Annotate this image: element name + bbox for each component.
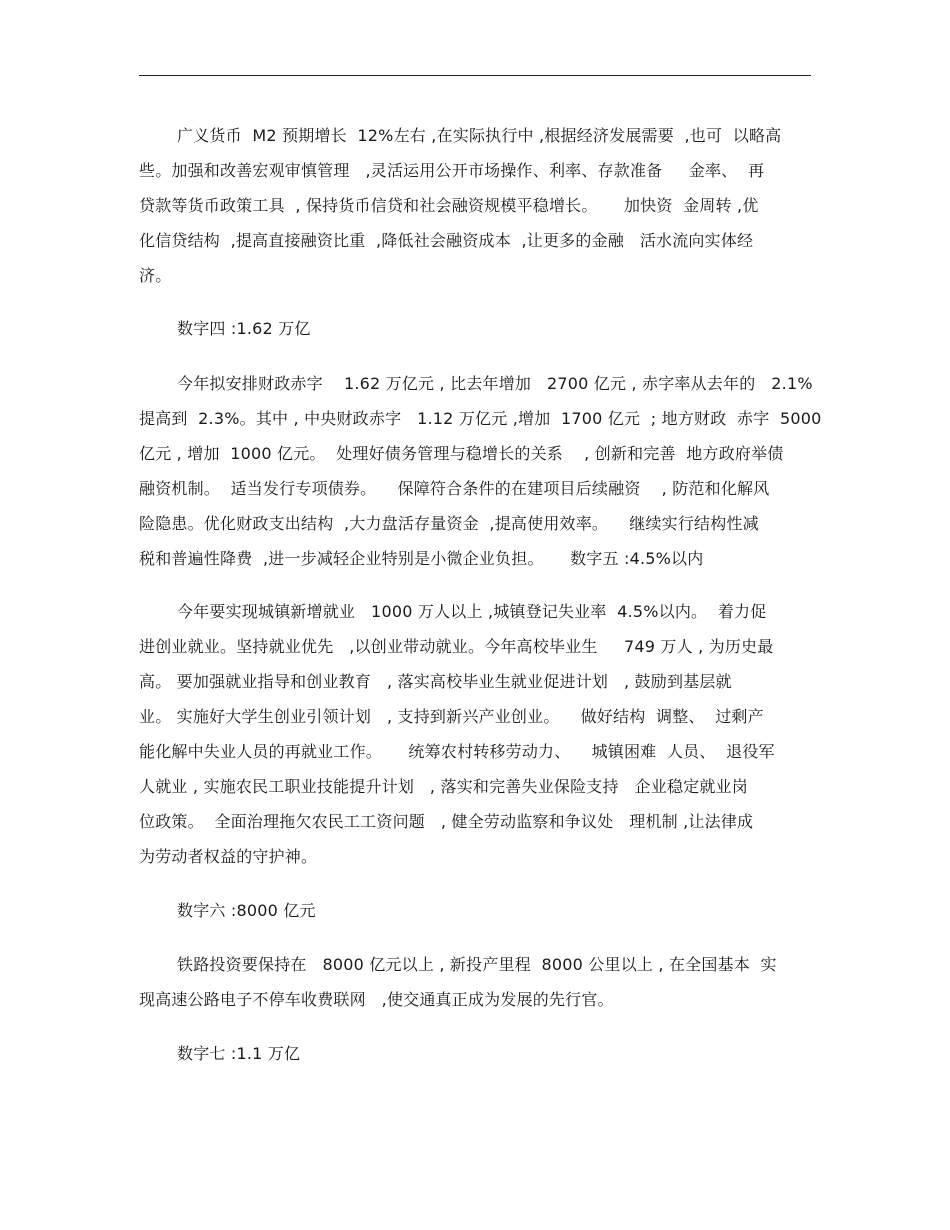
section-heading-7: 数字七 :1.1 万亿 — [177, 1044, 301, 1063]
section-heading-6: 数字六 :8000 亿元 — [177, 901, 316, 920]
header-rule — [139, 75, 811, 76]
section-heading-4: 数字四 :1.62 万亿 — [177, 319, 311, 338]
paragraph-1-line: 化信贷结构 ,提高直接融资比重 ,降低社会融资成本 ,让更多的金融 活水流向实体经 — [139, 231, 754, 250]
paragraph-3-line: 为劳动者权益的守护神。 — [139, 847, 318, 866]
paragraph-3-line: 今年要实现城镇新增就业 1000 万人以上 ,城镇登记失业率 4.5%以内。 着力促 — [177, 602, 767, 621]
paragraph-3-line: 进创业就业。坚持就业优先 ,以创业带动就业。今年高校毕业生 749 万人 , 为历史最 — [139, 637, 774, 656]
paragraph-2-line: 税和普遍性降费 ,进一步减轻企业特别是小微企业负担。 数字五 :4.5%以内 — [139, 549, 704, 568]
paragraph-1-line: 贷款等货币政策工具 , 保持货币信贷和社会融资规模平稳增长。 加快资 金周转 ,优 — [139, 196, 759, 215]
paragraph-2-line: 提高到 2.3%。其中 , 中央财政赤字 1.12 万亿元 ,增加 1700 亿元 ; 地方财政 赤字 5000 — [139, 409, 822, 428]
paragraph-4-line: 铁路投资要保持在 8000 亿元以上 , 新投产里程 8000 公里以上 , 在全国基本 实 — [177, 955, 777, 974]
paragraph-3-line: 高。 要加强就业指导和创业教育 , 落实高校毕业生就业促进计划 , 鼓励到基层就 — [139, 672, 732, 691]
paragraph-3-line: 能化解中失业人员的再就业工作。 统筹农村转移劳动力、 城镇困难 人员、 退役军 — [139, 742, 775, 761]
paragraph-3-line: 人就业 , 实施农民工职业技能提升计划 , 落实和完善失业保险支持 企业稳定就业岗 — [139, 777, 748, 796]
paragraph-2-line: 融资机制。 适当发行专项债券。 保障符合条件的在建项目后续融资 , 防范和化解风 — [139, 479, 770, 498]
paragraph-2-line: 亿元 , 增加 1000 亿元。 处理好债务管理与稳增长的关系 , 创新和完善 地方政府举债 — [139, 444, 784, 463]
paragraph-1-line: 些。加强和改善宏观审慎管理 ,灵活运用公开市场操作、利率、存款准备 金率、 再 — [139, 161, 765, 180]
paragraph-2-line: 险隐患。优化财政支出结构 ,大力盘活存量资金 ,提高使用效率。 继续实行结构性减 — [139, 514, 759, 533]
paragraph-4-line: 现高速公路电子不停车收费联网 ,使交通真正成为发展的先行官。 — [139, 990, 614, 1009]
paragraph-1-line: 广义货币 M2 预期增长 12%左右 ,在实际执行中 ,根据经济发展需要 ,也可 以略高 — [177, 126, 782, 145]
paragraph-3-line: 业。 实施好大学生创业引领计划 , 支持到新兴产业创业。 做好结构 调整、 过剩产 — [139, 707, 764, 726]
paragraph-3-line: 位政策。 全面治理拖欠农民工工资问题 , 健全劳动监察和争议处 理机制 ,让法律成 — [139, 812, 754, 831]
paragraph-1-line: 济。 — [139, 266, 172, 285]
paragraph-2-line: 今年拟安排财政赤字 1.62 万亿元 , 比去年增加 2700 亿元 , 赤字率从去年的 2.1% — [177, 374, 813, 393]
